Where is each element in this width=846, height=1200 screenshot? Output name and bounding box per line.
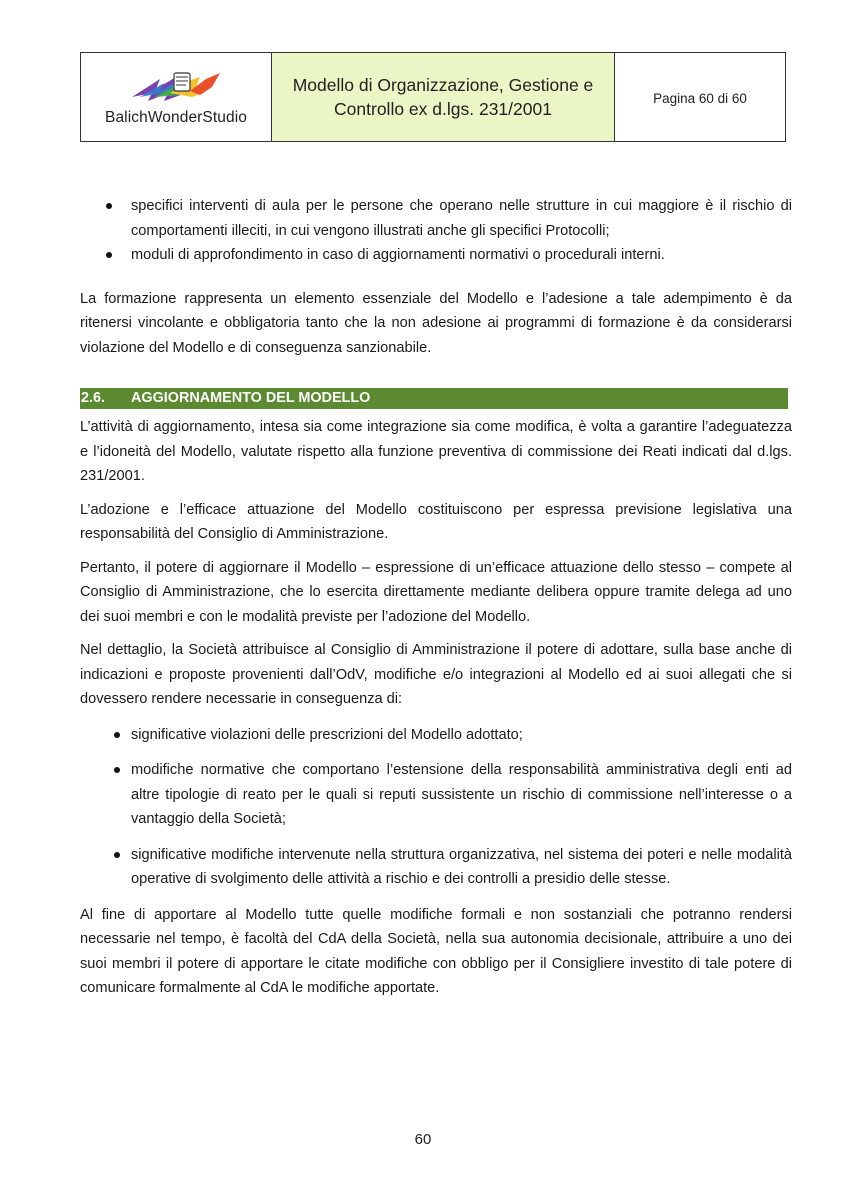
logo-cell	[81, 53, 272, 141]
document-title-cell	[272, 53, 615, 141]
paragraph: Pertanto, il potere di aggiornare il Modello – espressione di un’efficace attuazione dello stesso – compete al Consiglio di Amministrazione, che lo esercita direttamente mediante delibera oppure tramite delega ad uno dei suoi membri e con le modalità previste per l’adozione del Modello.	[80, 559, 792, 625]
list-item: modifiche normative che comportano l’estensione della responsabilità amministrativa degli enti ad altre tipologie di reato per le quali si reputi sussistente un rischio di commissione nell’interesse o a vantaggio della Società;	[80, 758, 792, 832]
page-label: Pagina 60 di 60	[653, 91, 747, 106]
section-title: AGGIORNAMENTO DEL MODELLO	[131, 390, 371, 406]
section-heading	[80, 388, 788, 409]
balich-logo-icon	[130, 67, 222, 105]
page-label-cell	[615, 53, 785, 141]
section-number: 2.6.	[81, 390, 106, 406]
paragraph: L’attività di aggiornamento, intesa sia come integrazione sia come modifica, è volta a garantire l’adeguatezza e l’idoneità del Modello, valutate rispetto alla funzione preventiva di commissione dei Reati indicati dal d.lgs. 231/2001.	[80, 419, 792, 484]
closing-paragraph: Al fine di apportare al Modello tutte quelle modifiche formali e non sostanziali che potranno rendersi necessarie nel tempo, è facoltà del CdA della Società, nella sua autonomia decisionale, attribuire a uno dei suoi membri il potere di apportare le citate modifiche con obbligo per il Consigliere investito di tale potere di comunicare formalmente al CdA le modifiche apportate.	[80, 906, 792, 996]
document-title-line2: Controllo ex d.lgs. 231/2001	[334, 99, 552, 119]
list-item: significative violazioni delle prescrizioni del Modello adottato;	[80, 723, 792, 748]
document-body	[80, 194, 792, 1001]
list-item: significative modifiche intervenute nella struttura organizzativa, nel sistema dei poteri e nelle modalità operative di svolgimento delle attività a rischio e dei controlli a presidio delle stesse.	[80, 843, 792, 892]
document-title-line1: Modello di Organizzazione, Gestione e	[292, 75, 594, 95]
paragraph: L’adozione e l’efficace attuazione del Modello costituiscono per espressa previsione legislativa una responsabilità del Consiglio di Amministrazione.	[80, 501, 792, 542]
document-header	[80, 52, 786, 142]
list-item: moduli di approfondimento in caso di aggiornamenti normativi o procedurali interni.	[80, 243, 792, 268]
update-bullet-list	[80, 723, 792, 892]
paragraph: Nel dettaglio, la Società attribuisce al Consiglio di Amministrazione il potere di adottare, sulla base anche di indicazioni e proposte provenienti dall’OdV, modifiche e/o integrazioni al Modello ed ai suoi allegati che si dovessero rendere necessarie in conseguenza di:	[80, 642, 792, 707]
list-item: specifici interventi di aula per le persone che operano nelle strutture in cui maggiore è il rischio di comportamenti illeciti, in cui vengono illustrati anche gli specifici Protocolli;	[80, 194, 792, 243]
formation-paragraph: La formazione rappresenta un elemento essenziale del Modello e l’adesione a tale adempimento è da ritenersi vincolante e obbligatoria tanto che la non adesione ai programmi di formazione è da considerarsi violazione del Modello e di conseguenza sanzionabile.	[80, 290, 792, 356]
logo-text: BalichWonderStudio	[105, 109, 247, 126]
intro-bullet-list	[80, 194, 792, 268]
page-number: 60	[414, 1131, 432, 1148]
